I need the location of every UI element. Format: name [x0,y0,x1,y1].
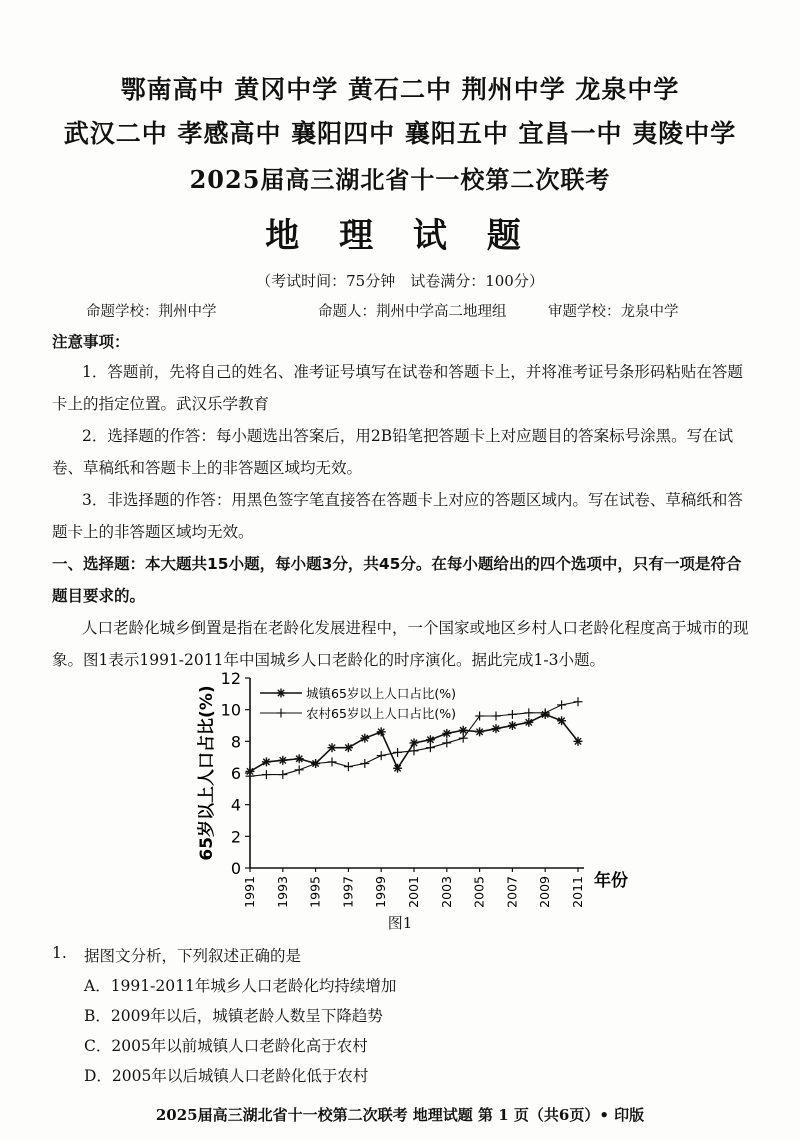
meta-reviewer: 审题学校：龙泉中学 [548,304,679,320]
legend-label: 城镇65岁以上人口占比(%) [306,686,457,701]
x-tick-label: 1997 [340,876,356,908]
meta-author: 命题人：荆州中学高二地理组 [318,304,507,320]
option-d: D．2005年以后城镇人口老龄化低于农村 [84,1067,369,1085]
y-tick-label: 12 [220,669,241,688]
header-schools-line2: 武汉二中 孝感高中 襄阳四中 襄阳五中 宜昌一中 夷陵中学 [63,119,737,148]
option-a: A．1991-2011年城乡人口老龄化均持续增加 [84,977,397,995]
y-tick-label: 6 [230,764,241,783]
intro-paragraph: 人口老龄化城乡倒置是指在老龄化发展进程中，一个国家或地区乡村人口老龄化程度高于城市的现象。图1表示1991-2011年中国城乡人口老龄化的时序演化。据此完成1-3小题。 [52,619,749,669]
x-tick-label: 2007 [504,876,520,908]
meta-school: 命题学校：荆州中学 [86,304,217,320]
option-b: B．2009年以后，城镇老龄人数呈下降趋势 [84,1007,383,1025]
page-footer: 2025届高三湖北省十一校第二次联考 地理试题 第 1 页（共6页）• 印版 [155,1106,645,1124]
section-heading: 一、选择题：本大题共15小题，每小题3分，共45分。在每小题给出的四个选项中，只有一项是符合题目要求的。 [52,555,742,605]
x-tick-label: 2003 [438,876,454,908]
y-axis-label: 65岁以上人口占比(%) [197,685,217,861]
question-1-number: 1. [52,944,67,962]
y-tick-label: 10 [220,700,241,720]
x-tick-label: 2009 [537,876,553,908]
question-1-stem: 据图文分析，下列叙述正确的是 [84,947,302,965]
x-tick-label: 2005 [471,876,487,908]
figure-caption: 图1 [387,914,413,932]
x-tick-label: 2001 [406,876,421,908]
page-title: 地 理 试 题 [265,216,535,256]
y-tick-label: 2 [230,827,241,847]
x-tick-label: 2011 [570,876,585,908]
exam-info: （考试时间：75分钟 试卷满分：100分） [256,272,544,290]
header-schools-line1: 鄂南高中 黄冈中学 黄石二中 荆州中学 龙泉中学 [120,75,680,104]
notice-heading: 注意事项： [52,333,130,351]
y-tick-label: 0 [230,859,241,878]
x-tick-label: 1991 [242,876,257,908]
y-tick-label: 4 [230,795,241,815]
notice-item-1: 1．答题前，先将自己的姓名、准考证号填写在试卷和答题卡上，并将准考证号条形码粘贴在答题卡上的指定位置。武汉乐学教育 [52,363,743,413]
x-axis-label: 年份 [594,871,628,891]
figure-1-chart [190,669,628,910]
notice-item-2: 2．选择题的作答：每小题选出答案后，用2B铅笔把答题卡上对应题目的答案标号涂黑。写在试卷、草稿纸和答题卡上的非答题区域均无效。 [52,427,734,477]
header-exam-name: 2025届高三湖北省十一校第二次联考 [189,165,611,194]
x-tick-label: 1999 [373,876,389,908]
x-tick-label: 1993 [274,876,290,908]
notice-item-3: 3．非选择题的作答：用黑色签字笔直接答在答题卡上对应的答题区域内。写在试卷、草稿纸和答题卡上的非答题区域均无效。 [52,491,743,541]
x-tick-label: 1995 [307,876,323,908]
legend-label: 农村65岁以上人口占比(%) [306,706,457,721]
y-tick-label: 8 [230,732,241,752]
option-c: C．2005年以前城镇人口老龄化高于农村 [84,1037,368,1055]
